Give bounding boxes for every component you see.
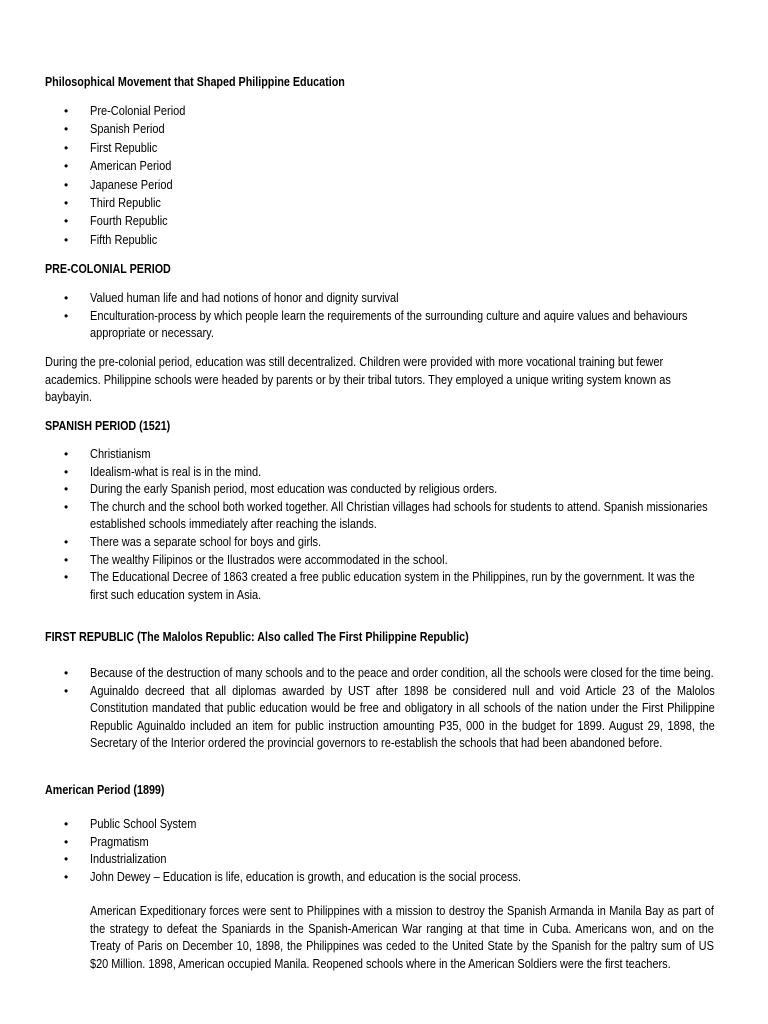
list-item: • Enculturation-process by which people learn the requirements of the surrounding culture and aquire values and behaviours appropriate or necessary. [0, 308, 768, 343]
list-item: • Public School System [0, 816, 768, 834]
first-republic-list [0, 665, 768, 753]
list-item: • John Dewey – Education is life, education is growth, and education is the social process. [0, 869, 768, 887]
list-item: • Christianism [0, 446, 768, 464]
list-item: • Spanish Period [0, 120, 768, 138]
section-title-first-republic: FIRST REPUBLIC (The Malolos Republic: Also called The First Philippine Republic) [45, 630, 469, 644]
precolonial-list [0, 290, 768, 343]
list-item: • There was a separate school for boys and girls. [0, 534, 768, 552]
list-item: • Pre-Colonial Period [0, 102, 768, 120]
list-item: • During the early Spanish period, most education was conducted by religious orders. [0, 481, 768, 499]
list-item: • Valued human life and had notions of honor and dignity survival [0, 290, 768, 308]
list-item: • Third Republic [0, 194, 768, 212]
list-item: • The wealthy Filipinos or the Ilustrados were accommodated in the school. [0, 552, 768, 570]
american-list [0, 816, 768, 886]
list-item: • American Period [0, 157, 768, 175]
list-item: • Fifth Republic [0, 231, 768, 249]
precolonial-paragraph: During the pre-colonial period, education was still decentralized. Children were provided with more vocational training but fewer academics. Philippine schools were headed by parents or by their tribal tutors. They employed a unique writing system known as baybayin. [45, 355, 671, 405]
list-item: • The church and the school both worked together. All Christian villages had schools for students to attend. Spanish missionaries established schools immediately after reaching the islands. [0, 499, 768, 534]
list-item: • First Republic [0, 139, 768, 157]
list-item: • Pragmatism [0, 834, 768, 852]
section-title-spanish: SPANISH PERIOD (1521) [45, 419, 171, 433]
american-paragraph: American Expeditionary forces were sent to Philippines with a mission to destroy the Spanish Armanda in Manila Bay as part of the strategy to defeat the Spaniards in the Spanish-American War ranging at that time in Cuba. Americans won, and on the Treaty of Paris on December 10, 1898, the Philippines was ceded to the United State by the Spanish for the paltry sum of US $20 Million. 1898, American occupied Manila. Reopened schools where in the American Soldiers were the first teachers. [90, 904, 714, 971]
list-item: • Industrialization [0, 851, 768, 869]
list-item: • Japanese Period [0, 176, 768, 194]
spanish-list [0, 446, 768, 604]
list-item: • The Educational Decree of 1863 created a free public education system in the Philippines, run by the government. It was the first such education system in Asia. [0, 569, 768, 604]
list-item: • Aguinaldo decreed that all diplomas awarded by UST after 1898 be considered null and void Article 23 of the Malolos Constitution mandated that public education would be free and obligatory in all schools of the nation under the First Philippine Republic Aguinaldo included an item for public instruction amounting P35, 000 in the budget for 1899. August 29, 1898, the Secretary of the Interior ordered the provincial governors to re-establish the schools that had been abandoned before. [0, 683, 768, 753]
list-item: • Fourth Republic [0, 212, 768, 230]
list-item: • Because of the destruction of many schools and to the peace and order condition, all the schools were closed for the time being. [0, 665, 768, 683]
section-title-american: American Period (1899) [45, 783, 165, 797]
page-heading: Philosophical Movement that Shaped Philippine Education [45, 75, 345, 89]
list-item: • Idealism-what is real is in the mind. [0, 464, 768, 482]
section-title-precolonial: PRE-COLONIAL PERIOD [45, 262, 171, 276]
periods-list [0, 102, 768, 249]
